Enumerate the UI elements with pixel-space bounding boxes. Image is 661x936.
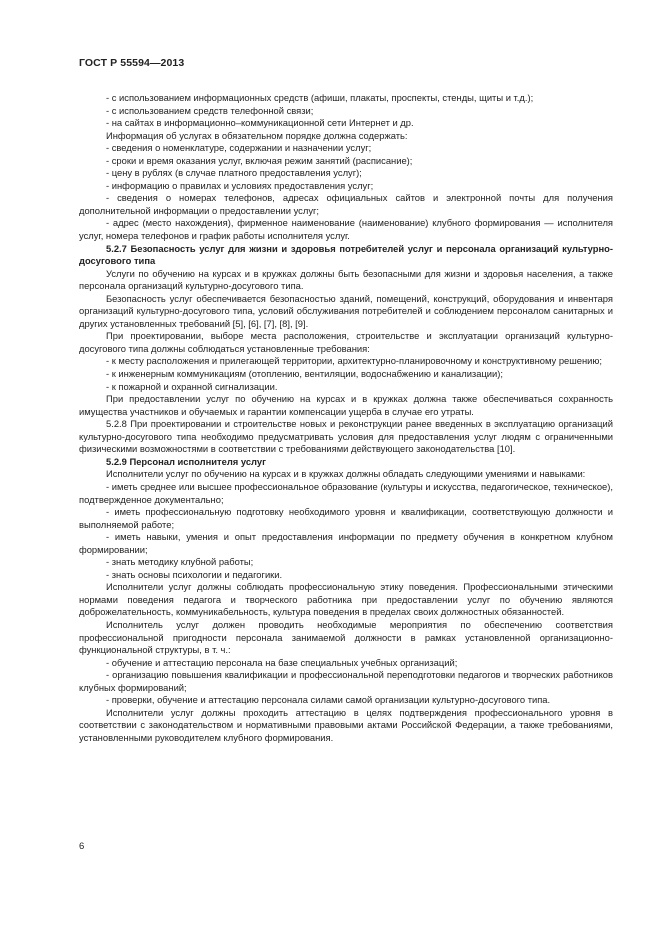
paragraph: Услуги по обучению на курсах и в кружках должны быть безопасными для жизни и здоровья населения, а также персонала организаций культурно-досугового типа. [79, 267, 613, 292]
page-number: 6 [79, 841, 85, 852]
document-header: ГОСТ Р 55594—2013 [79, 57, 185, 69]
paragraph: - адрес (место нахождения), фирменное наименование (наименование) клубного формирования — исполнителя услуг, номера телефонов и график работы исполнителя услуг. [79, 217, 613, 242]
paragraph: - к пожарной и охранной сигнализации. [106, 380, 278, 392]
paragraph: - иметь среднее или высшее профессиональное образование (культуры и искусства, педагогическое, техническое), подтвержденное документально; [79, 480, 613, 505]
paragraph: Исполнитель услуг должен проводить необходимые мероприятия по обеспечению соответствия профессиональной пригодности персонала занимаемой должности в рамках установленной организационно-функциональной структуры, в т. ч.: [79, 618, 613, 656]
paragraph: - организацию повышения квалификации и профессиональной переподготовки педагогов и творческих работников клубных формирований; [79, 669, 613, 693]
paragraph: - с использованием информационных средств (афиши, плакаты, проспекты, стенды, щиты и т.д.); [106, 92, 534, 103]
section-heading: 5.2.7 Безопасность услуг для жизни и здоровья потребителей услуг и персонала организаций культурно-досугового типа [79, 242, 613, 267]
paragraph: При предоставлении услуг по обучению на курсах и в кружках должна также обеспечиваться сохранность имущества участников и обучаемых и гарантии компенсации ущерба в случае его утраты. [79, 393, 613, 417]
paragraph: - проверки, обучение и аттестацию персонала силами самой организации культурно-досугового типа. [106, 694, 551, 706]
paragraph: При проектировании, выборе места расположения, строительстве и эксплуатации организаций культурно-досугового типа должны соблюдаться установленные требования: [79, 330, 613, 354]
paragraph: - информацию о правилах и условиях предоставления услуг; [106, 179, 374, 191]
paragraph: Информация об услугах в обязательном порядке должна содержать: [106, 129, 408, 141]
paragraph: - знать основы психологии и педагогики. [106, 568, 283, 580]
paragraph: - цену в рублях (в случае платного предоставления услуг); [106, 167, 362, 179]
paragraph: 5.2.8 При проектировании и строительстве новых и реконструкции ранее введенных в эксплуатацию организаций культурно-досугового типа необходимо предусматривать условия для предоставления услуг людям с ограниченными физическими возможностями в соответствии с требованиями действующего законодательства [10]. [79, 418, 613, 455]
paragraph: - сведения о номерах телефонов, адресах официальных сайтов и электронной почты для получения дополнительной информации о предоставлении услуг; [79, 192, 613, 216]
document-body [79, 92, 613, 744]
paragraph: Исполнители услуг должны проходить аттестацию в целях подтверждения профессионального уровня в соответствии с законодательством и нормативными правовыми актами Российской Федерации, а также требованиями, установленными руководителем клубного формирования. [79, 706, 613, 743]
paragraph: - на сайтах в информационно–коммуникационной сети Интернет и др. [106, 117, 414, 129]
section-heading: 5.2.9 Персонал исполнителя услуг [106, 455, 267, 467]
paragraph: Безопасность услуг обеспечивается безопасностью зданий, помещений, конструкций, оборудования и инвентаря организаций культурно-досугового типа, условий обслуживания потребителей и соблюдением персоналом санитарных и других установленных требований [5], [6], [7], [8], [9]. [79, 292, 613, 329]
paragraph: Исполнители услуг должны соблюдать профессиональную этику поведения. Профессиональными этическими нормами поведения педагога и творческого работника при предоставлении услуг по обучению являются доброжелательность, коммуникабельность, культура поведения в пределах своих должностных обязанностей. [79, 581, 613, 618]
paragraph: - с использованием средств телефонной связи; [106, 104, 314, 116]
paragraph: - иметь профессиональную подготовку необходимого уровня и квалификации, соответствующую должности и выполняемой работе; [79, 506, 613, 530]
paragraph: - обучение и аттестацию персонала на базе специальных учебных организаций; [106, 656, 458, 668]
paragraph: - сроки и время оказания услуг, включая режим занятий (расписание); [106, 154, 413, 166]
paragraph: - сведения о номенклатуре, содержании и назначении услуг; [106, 142, 372, 154]
paragraph: Исполнители услуг по обучению на курсах и в кружках должны обладать следующими умениями и навыками: [106, 468, 586, 480]
paragraph: - знать методику клубной работы; [106, 556, 254, 568]
paragraph: - к инженерным коммуникациям (отоплению, вентиляции, водоснабжению и канализации); [106, 368, 504, 380]
paragraph: - к месту расположения и прилегающей территории, архитектурно-планировочному и конструктивному решению; [106, 355, 603, 367]
paragraph: - иметь навыки, умения и опыт предоставления информации по предмету обучения в конкретном клубном формировании; [79, 531, 613, 555]
